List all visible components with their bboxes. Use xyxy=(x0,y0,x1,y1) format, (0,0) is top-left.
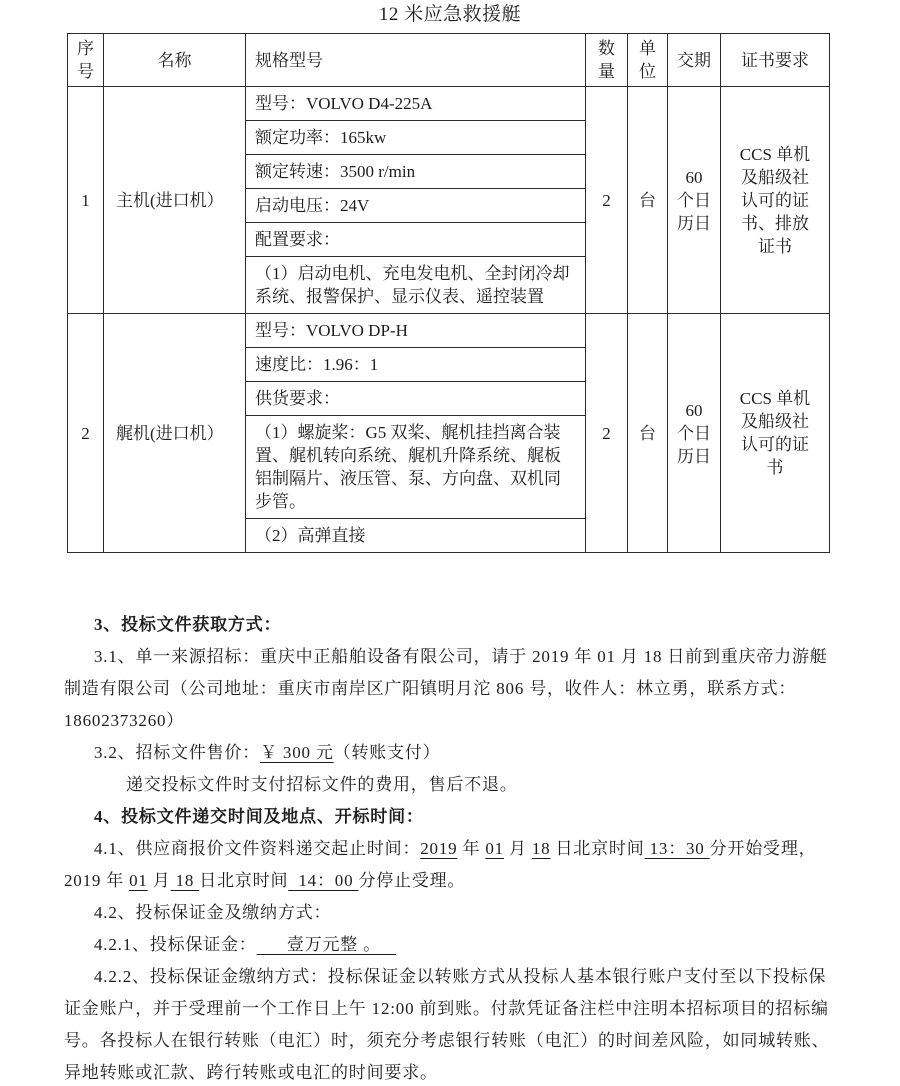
col-header-seq: 序号 xyxy=(68,34,104,87)
start-year-underlined: 2019 xyxy=(420,839,458,858)
delivery-cell: 60 个日历日 xyxy=(668,314,721,553)
seq-cell: 1 xyxy=(68,87,104,314)
unit-cell: 台 xyxy=(628,314,668,553)
col-header-name: 名称 xyxy=(104,34,246,87)
col-header-delivery: 交期 xyxy=(668,34,721,87)
unit-cell: 台 xyxy=(628,87,668,314)
text-separator: 月 xyxy=(503,839,532,858)
spec-line: 型号：VOLVO D4-225A xyxy=(246,87,585,121)
table-row-2 xyxy=(68,314,830,553)
text-separator: 年 xyxy=(457,839,486,858)
text-separator: 日北京时间 xyxy=(550,839,645,858)
start-time-underlined: 13：30 xyxy=(644,839,710,858)
seq-cell: 2 xyxy=(68,314,104,553)
para-3-2-note: 递交投标文件时支付招标文件的费用，售后不退。 xyxy=(126,775,518,794)
para-4-2-1-prefix: 4.2.1、投标保证金： xyxy=(94,935,257,954)
text-separator: 月 xyxy=(147,871,171,890)
text-separator: 日北京时间 xyxy=(199,871,289,890)
spec-line: 额定功率：165kw xyxy=(246,121,585,155)
para-3-2-suffix: （转账支付） xyxy=(333,743,441,762)
para-3-1: 3.1、单一来源招标：重庆中正船舶设备有限公司，请于 2019 年 01 月 18 日前到重庆帝力游艇制造有限公司（公司地址：重庆市南岸区广阳镇明月沱 806 号，收件人：林立勇，联系方式：18602373260） xyxy=(64,647,828,730)
start-month-underlined: 01 xyxy=(485,839,504,858)
end-month-underlined: 01 xyxy=(129,871,148,890)
name-cell: 主机(进口机） xyxy=(104,87,246,314)
table-header-row xyxy=(68,34,830,87)
text-block xyxy=(64,609,840,1086)
spec-line: （2）高弹直接 xyxy=(255,526,366,545)
para-4-1 xyxy=(64,833,840,897)
page-title: 12 米应急救援艇 xyxy=(378,4,522,25)
spec-line: 供货要求： xyxy=(246,382,585,416)
para-3-2 xyxy=(64,737,840,769)
spec-cell xyxy=(246,87,586,314)
price-underlined: ￥ 300 元 xyxy=(260,743,334,762)
equipment-spec-table xyxy=(67,33,830,553)
col-header-unit: 单位 xyxy=(628,34,668,87)
start-day-underlined: 18 xyxy=(531,839,551,858)
col-header-qty: 数量 xyxy=(586,34,628,87)
spec-line: 速度比：1.96：1 xyxy=(246,348,585,382)
para-3-2-prefix: 3.2、招标文件售价： xyxy=(94,743,261,762)
cert-cell: CCS 单机及船级社认可的证书 xyxy=(721,314,830,553)
spec-line: （1）螺旋桨：G5 双桨、艉机挂挡离合装置、艉机转向系统、艉机升降系统、艉板铝制隔片、液压管、泵、方向盘、双机同步管。 xyxy=(246,416,585,519)
spec-line: （1）启动电机、充电发电机、全封闭冷却系统、报警保护、显示仪表、遥控装置 xyxy=(255,264,570,306)
spec-line: 启动电压：24V xyxy=(246,189,585,223)
para-4-2-1 xyxy=(64,929,840,961)
para-4-1-suffix: 分停止受理。 xyxy=(358,871,466,890)
para-4-2-2: 4.2.2、投标保证金缴纳方式：投标保证金以转账方式从投标人基本银行账户支付至以下投标保证金账户，并于受理前一个工作日上午 12:00 前到账。付款凭证备注栏中注明本招标项目的招标编号。各投标人在银行转账（电汇）时，须充分考虑银行转账（电汇）的时间差风险，如同城转账、异地转账或汇款、跨行转账或电汇的时间要求。 xyxy=(64,967,830,1082)
section-3-heading: 3、投标文件获取方式： xyxy=(94,615,282,634)
qty-cell: 2 xyxy=(586,87,628,314)
cert-cell: CCS 单机及船级社认可的证书、排放证书 xyxy=(721,87,830,314)
end-time-underlined: 14：00 xyxy=(288,871,359,890)
delivery-cell: 60 个日历日 xyxy=(668,87,721,314)
name-cell: 艉机(进口机） xyxy=(104,314,246,553)
end-day-underlined: 18 xyxy=(170,871,200,890)
spec-line: 型号：VOLVO DP-H xyxy=(246,314,585,348)
para-4-2: 4.2、投标保证金及缴纳方式： xyxy=(94,903,332,922)
col-header-spec: 规格型号 xyxy=(246,34,586,87)
col-header-cert: 证书要求 xyxy=(721,34,830,87)
text-separator: 分开始受理，2019 年 xyxy=(64,839,817,890)
para-4-1-prefix: 4.1、供应商报价文件资料递交起止时间： xyxy=(94,839,421,858)
spec-cell xyxy=(246,314,586,553)
spec-line: 额定转速：3500 r/min xyxy=(246,155,585,189)
table-row-1 xyxy=(68,87,830,314)
qty-cell: 2 xyxy=(586,314,628,553)
section-4-heading: 4、投标文件递交时间及地点、开标时间： xyxy=(94,807,424,826)
deposit-amount-underlined: 壹万元整 。 xyxy=(256,935,397,954)
spec-line: 配置要求： xyxy=(246,223,585,257)
